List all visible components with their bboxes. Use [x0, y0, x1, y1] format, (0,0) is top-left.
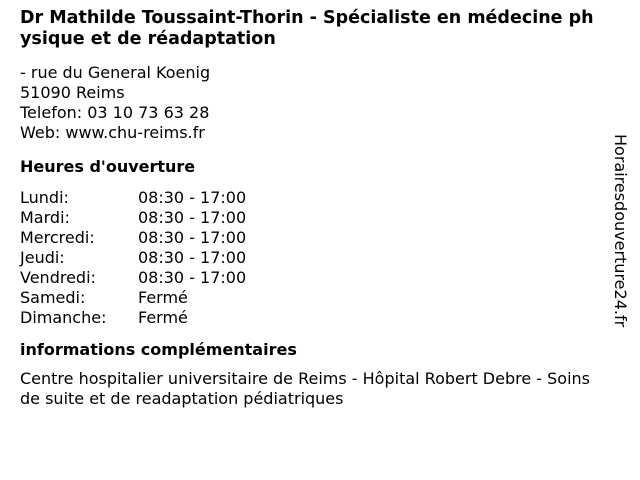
day-hours: Fermé [138, 288, 188, 307]
hours-row-mercredi [20, 228, 600, 248]
hours-heading: Heures d'ouverture [20, 157, 196, 176]
day-label: Mardi: [20, 208, 70, 227]
day-hours: 08:30 - 17:00 [138, 188, 247, 207]
day-hours: 08:30 - 17:00 [138, 208, 247, 227]
business-listing [20, 8, 600, 409]
website: Web: www.chu-reims.fr [20, 123, 205, 142]
hours-row-lundi [20, 188, 600, 208]
city: 51090 Reims [20, 83, 125, 102]
day-hours: Fermé [138, 308, 188, 327]
site-brand-vertical: Horairesdouverture24.fr [611, 134, 630, 328]
day-label: Jeudi: [20, 248, 65, 267]
hours-row-dimanche [20, 308, 600, 328]
hours-row-vendredi [20, 268, 600, 288]
info-description: Centre hospitalier universitaire de Reims - Hôpital Robert Debre - Soins de suite et de readaptation pédiatriques [20, 369, 591, 408]
day-label: Samedi: [20, 288, 86, 307]
day-hours: 08:30 - 17:00 [138, 228, 247, 247]
street-address: - rue du General Koenig [20, 63, 211, 82]
day-hours: 08:30 - 17:00 [138, 248, 247, 267]
page-title: Dr Mathilde Toussaint-Thorin - Spécialiste en médecine physique et de réadaptation [20, 8, 594, 49]
day-label: Vendredi: [20, 268, 96, 287]
address-block [20, 63, 600, 143]
day-label: Lundi: [20, 188, 69, 207]
day-label: Dimanche: [20, 308, 107, 327]
phone-number: Telefon: 03 10 73 63 28 [20, 103, 210, 122]
hours-row-jeudi [20, 248, 600, 268]
hours-row-mardi [20, 208, 600, 228]
day-hours: 08:30 - 17:00 [138, 268, 247, 287]
opening-hours-table [20, 188, 600, 328]
info-heading: informations complémentaires [20, 340, 297, 359]
hours-row-samedi [20, 288, 600, 308]
day-label: Mercredi: [20, 228, 95, 247]
